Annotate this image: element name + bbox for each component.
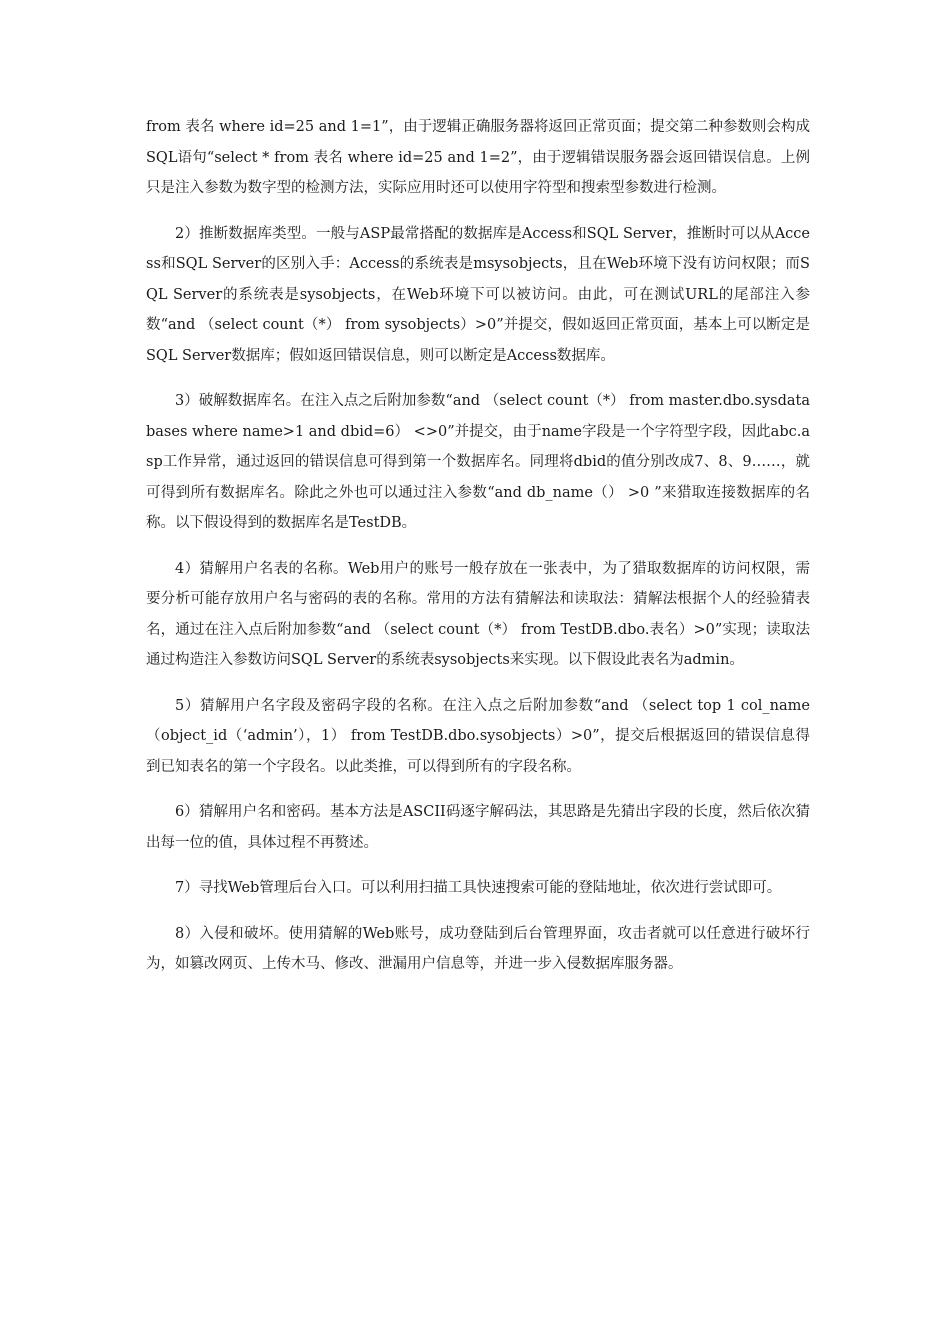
paragraph-step-8: 8）入侵和破坏。使用猜解的Web账号，成功登陆到后台管理界面，攻击者就可以任意进行破坏行为，如篡改网页、上传木马、修改、泄漏用户信息等，并进一步入侵数据库服务器。 <box>146 925 810 972</box>
paragraph-step-5: 5）猜解用户名字段及密码字段的名称。在注入点之后附加参数“and （select top 1 col_name（object_id（‘admin’），1） from TestDB.dbo.sysobjects）>0”，提交后根据返回的错误信息得到已知表名的第一个字段名。以此类推，可以得到所有的字段名称。 <box>146 697 810 775</box>
paragraph-step-6: 6）猜解用户名和密码。基本方法是ASCII码逐字解码法，其思路是先猜出字段的长度，然后依次猜出每一位的值，具体过程不再赘述。 <box>146 804 810 851</box>
paragraph-intro-continued: from 表名 where id=25 and 1=1”，由于逻辑正确服务器将返回正常页面；提交第二种参数则会构成SQL语句“select * from 表名 where id=25 and 1=2”，由于逻辑错误服务器会返回错误信息。上例只是注入参数为数字型的检测方法，实际应用时还可以使用字符型和搜索型参数进行检测。 <box>146 119 810 196</box>
paragraph-step-3: 3）破解数据库名。在注入点之后附加参数“and （select count（*） from master.dbo.sysdatabases where name>1 and dbid=6） <>0”并提交，由于name字段是一个字符型字段，因此abc.asp工作异常，通过返回的错误信息可得到第一个数据库名。同理将dbid的值分别改成7、8、9……，就可得到所有数据库名。除此之外也可以通过注入参数“and db_name（） >0 ”来猎取连接数据库的名称。以下假设得到的数据库名是TestDB。 <box>146 393 810 531</box>
paragraph-step-2: 2）推断数据库类型。一般与ASP最常搭配的数据库是Access和SQL Server，推断时可以从Access和SQL Server的区别入手：Access的系统表是msysobjects，且在Web环境下没有访问权限；而SQL Server的系统表是sysobjects，在Web环境下可以被访问。由此，可在测试URL的尾部注入参数“and （select count（*） from sysobjects）>0”并提交，假如返回正常页面，基本上可以断定是SQL Server数据库；假如返回错误信息，则可以断定是Access数据库。 <box>146 225 810 364</box>
paragraph-step-7: 7）寻找Web管理后台入口。可以利用扫描工具快速搜索可能的登陆地址，依次进行尝试即可。 <box>175 880 782 896</box>
document-page <box>146 112 810 995</box>
paragraph-step-4: 4）猜解用户名表的名称。Web用户的账号一般存放在一张表中，为了猎取数据库的访问权限，需要分析可能存放用户名与密码的表的名称。常用的方法有猜解法和读取法：猜解法根据个人的经验猜表名，通过在注入点后附加参数“and （select count（*） from TestDB.dbo.表名）>0”实现；读取法通过构造注入参数访问SQL Server的系统表sysobjects来实现。以下假设此表名为admin。 <box>146 560 810 668</box>
